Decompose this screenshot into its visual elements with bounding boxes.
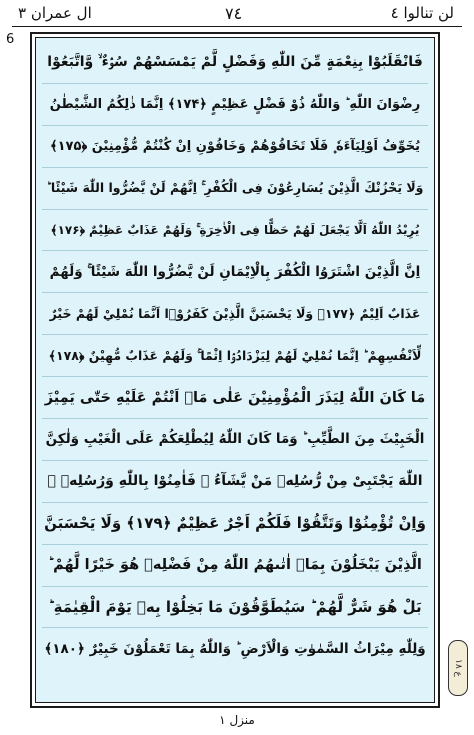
- verse-line-text: رِضْوَانَ اللّٰهِ ؕ وَاللّٰهُ ذُوْ فَضْلٍ عَظِيْمٍ ﴿۱۷۴﴾ اِنَّمَا ذٰلِكُمُ الشَّيْطٰنُ: [49, 96, 421, 112]
- verse-line-text: يُخَوِّفُ اَوْلِيَآءَهٗ ۪ فَلَا تَخَافُوْهُمْ وَخَافُوْنِ اِنْ كُنْتُمْ مُّؤْمِنِيْنَ ﴿۱۷۵﴾: [49, 138, 421, 154]
- verse-line-text: وَلَا يَحْزُنْكَ الَّذِيْنَ يُسَارِعُوْنَ فِى الْكُفْرِ ۚ اِنَّهُمْ لَنْ يَّضُرُّوا اللّٰهَ شَيْئًا ؕ: [46, 180, 424, 196]
- verse-line-text: بَلْ هُوَ شَرٌّ لَّهُمْ ؕ سَيُطَوَّقُوْنَ مَا بَخِلُوْا بِهٖ يَوْمَ الْقِيٰمَةِ ؕ: [48, 598, 422, 617]
- verse-line-text: اللّٰهَ يَجْتَبِىْ مِنْ رُّسُلِهٖ مَنْ يَّشَآءُ ۪ فَاٰمِنُوْا بِاللّٰهِ وَرُسُلِهٖ ۚ: [47, 473, 423, 490]
- text-panel: [35, 37, 435, 703]
- verse-line-text: الْخَبِيْثَ مِنَ الطَّيِّبِ ؕ وَمَا كَانَ اللّٰهُ لِيُطْلِعَكُمْ عَلَى الْغَيْبِ وَلٰكِنَّ: [45, 431, 425, 448]
- header-para-name: لن تنالوا ٤: [390, 4, 454, 22]
- verse-line: [42, 210, 428, 252]
- verse-line: [42, 293, 428, 335]
- verse-line-text: فَانْقَلَبُوْا بِنِعْمَةٍ مِّنَ اللّٰهِ وَفَضْلٍ لَّمْ يَمْسَسْهُمْ سُوْۤءٌ ۙ وَّاتَّبَعُوْا: [47, 54, 423, 71]
- header-page-number: ٧٤: [225, 4, 243, 23]
- header-surah-name: ال عمران ٣: [18, 4, 92, 22]
- verse-line: [42, 628, 428, 670]
- verse-line: [42, 503, 428, 545]
- page-frame: [30, 32, 440, 708]
- verse-line: [42, 419, 428, 461]
- verse-line: [42, 377, 428, 419]
- verse-line-text: وَلِلّٰهِ مِيْرَاثُ السَّمٰوٰتِ وَالْاَرْضِ ؕ وَاللّٰهُ بِمَا تَعْمَلُوْنَ خَبِيْرٌ ﴿۱۸۰﴾: [44, 641, 426, 658]
- verse-line: [42, 42, 428, 84]
- verse-line: [42, 545, 428, 587]
- verse-line: [42, 251, 428, 293]
- ruku-marker: ع ١٨: [448, 640, 468, 696]
- side-page-number: 6: [6, 32, 15, 47]
- verse-line-text: لِّاَنْفُسِهِمْ ؕ اِنَّمَا نُمْلِيْ لَهُمْ لِيَزْدَادُوْۤا اِثْمًا ۚ وَلَهُمْ عَذَابٌ مُّهِيْنٌ ﴿۱۷۸﴾: [48, 347, 422, 363]
- verse-line-text: مَا كَانَ اللّٰهُ لِيَذَرَ الْمُؤْمِنِيْنَ عَلٰى مَاۤ اَنْتُمْ عَلَيْهِ حَتّٰى يَمِيْزَ: [44, 389, 426, 406]
- verse-line-text: يُرِيْدُ اللّٰهُ اَلَّا يَجْعَلَ لَهُمْ حَظًّا فِى الْاٰخِرَةِ ۚ وَلَهُمْ عَذَابٌ عَظِيْمٌ ﴿۱۷۶﴾: [50, 222, 420, 237]
- verse-line-text: وَاِنْ تُؤْمِنُوْا وَتَتَّقُوْا فَلَكُمْ اَجْرٌ عَظِيْمٌ ﴿۱۷۹﴾ وَلَا يَحْسَبَنَّ: [44, 514, 426, 533]
- verse-line: [42, 126, 428, 168]
- verse-line: [42, 461, 428, 503]
- verse-line: [42, 587, 428, 629]
- manzil-footer: منزل ١: [219, 713, 255, 727]
- verse-line: [42, 335, 428, 377]
- verse-line: [42, 168, 428, 210]
- verse-line-text: عَذَابٌ اَلِيْمٌ ﴿۱۷۷﴾ وَلَا يَحْسَبَنَّ الَّذِيْنَ كَفَرُوْۤا اَنَّمَا نُمْلِيْ لَهُمْ خَيْرٌ: [49, 306, 421, 322]
- verse-line-text: اِنَّ الَّذِيْنَ اشْتَرَوُا الْكُفْرَ بِالْاِيْمَانِ لَنْ يَّضُرُّوا اللّٰهَ شَيْئًا ۚ وَلَهُمْ: [49, 263, 421, 280]
- verse-lines: [42, 42, 428, 698]
- verse-line: [42, 84, 428, 126]
- header-divider: [12, 26, 462, 27]
- verse-line-text: الَّذِيْنَ يَبْخَلُوْنَ بِمَاۤ اٰتٰىهُمُ اللّٰهُ مِنْ فَضْلِهٖ هُوَ خَيْرًا لَّهُمْ ؕ: [48, 557, 422, 574]
